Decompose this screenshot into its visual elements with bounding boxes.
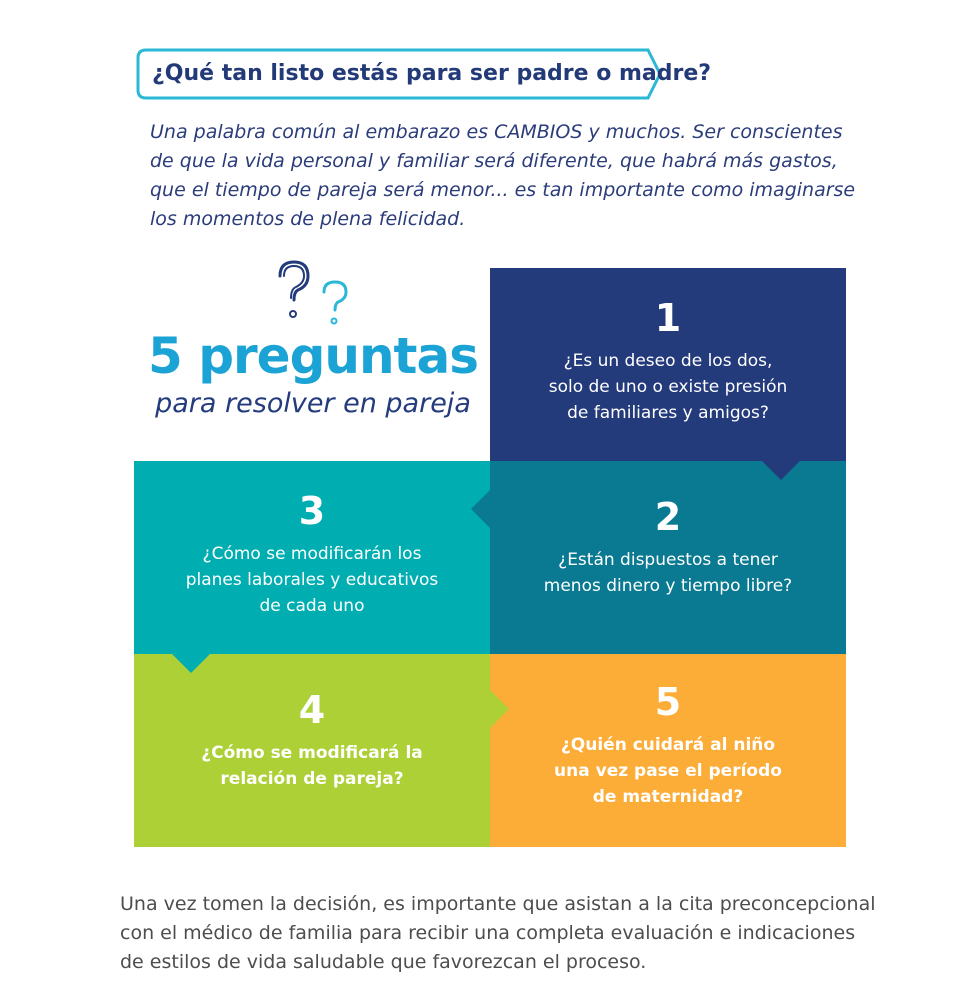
intro-paragraph: Una palabra común al embarazo es CAMBIOS y muchos. Ser conscientes de que la vida personal y familiar será diferente, que habrá más gastos, que el tiempo de pareja será menor... es tan importante como imaginarse los momentos de plena felicidad. [150, 121, 856, 230]
question-card-5 [490, 654, 846, 847]
question-card-4 [134, 654, 490, 847]
question-number: 5 [654, 680, 682, 724]
question-text: ¿Cómo se modificarán los planes laborales y educativos de cada uno [185, 544, 439, 616]
question-marks-icon [272, 258, 362, 328]
card-3-pointer [172, 654, 210, 673]
card-4-pointer [490, 690, 509, 728]
question-card-1 [490, 268, 846, 461]
page-title: ¿Qué tan listo estás para ser padre o madre? [152, 61, 712, 86]
closing-paragraph: Una vez tomen la decisión, es importante que asistan a la cita preconcepcional con el médico de familia para recibir una completa evaluación e indicaciones de estilos de vida saludable que favorezcan el proceso. [120, 893, 876, 973]
question-text: ¿Están dispuestos a tener menos dinero y tiempo libre? [543, 550, 793, 596]
hero-title: 5 preguntas [148, 327, 478, 385]
card-1-pointer [762, 461, 800, 480]
question-text: ¿Es un deseo de los dos, solo de uno o existe presión de familiares y amigos? [548, 351, 788, 423]
card-2-pointer [471, 490, 490, 528]
question-text: ¿Quién cuidará al niño una vez pase el período de maternidad? [554, 735, 782, 807]
question-text: ¿Cómo se modificará la relación de pareja? [201, 743, 423, 789]
question-number: 3 [298, 489, 326, 533]
question-card-2 [490, 461, 846, 654]
question-number: 4 [298, 688, 326, 732]
question-card-3 [134, 461, 490, 654]
question-number: 1 [654, 296, 682, 340]
title-banner [136, 48, 712, 100]
hero-subtitle: para resolver en pareja [155, 388, 471, 419]
question-number: 2 [654, 495, 682, 539]
